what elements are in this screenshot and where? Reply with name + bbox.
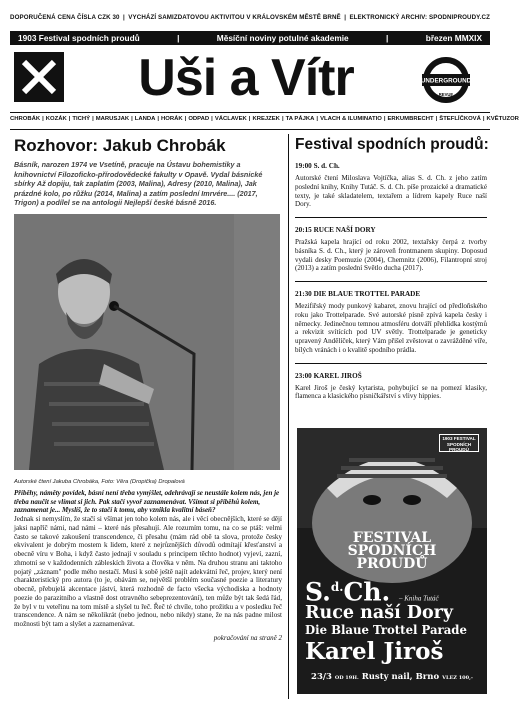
roundel-text: UNDERGROUND: [420, 77, 472, 85]
article-lede: Básník, narozen 1974 ve Vsetíně, pracuje na Ústavu bohemistiky a knihovnictví Filozoficko-přírodovědecké fakulty v Opavě. Vydal básnické sbírky Až dopiju, tak zaplatím (2003, Malina), Adresy (2010, Malina), Jak prázdné kolo, po růžku (2014, Malina) a zatím poslední Imrvére.... (2017, Trigon) a podílel se na antologii Nejlepší české básně 2016.: [14, 160, 263, 208]
nav-item[interactable]: VÁCLAVEK: [214, 116, 247, 122]
festival-poster: [297, 428, 487, 694]
poster-date: 23/3: [311, 672, 332, 682]
poster-corner-label: 1903 FESTIVAL SPODNÍCH PROUDŮ: [439, 434, 479, 452]
separator: |: [344, 14, 347, 21]
poster-headliner-part: d.: [330, 580, 344, 594]
divider: [295, 281, 487, 282]
poster-headliner-note: – Kniha Tutáč: [398, 594, 439, 603]
poster-festival-line: PROUDŮ: [356, 556, 428, 572]
issue-label: 1903 Festival spodních proudů: [18, 33, 140, 43]
program-item-text: Karel Jiroš je český kytarista, pohybující se na pomezí klasiky, flamenca a klasického písničkářství s vlivy hippies.: [295, 383, 487, 401]
nav-item[interactable]: TA PÁJKA: [285, 116, 315, 122]
nav-item[interactable]: CHROBÁK: [10, 116, 41, 122]
festival-title: Festival spodních proudů:: [295, 136, 489, 153]
poster-festival-line: SPODNÍCH: [347, 543, 437, 559]
x-logo-icon: [14, 52, 64, 102]
program-item-title: 21:30 DIE BLAUE TROTTEL PARADE: [295, 290, 421, 298]
program-item: [295, 290, 487, 364]
continued-note[interactable]: pokračování na straně 2: [213, 633, 282, 642]
poster-footer: [297, 672, 487, 682]
price-note: DOPORUČENÁ CENA ČÍSLA CZK 30: [10, 14, 120, 21]
column-divider: [288, 134, 289, 699]
poster-headliner-part: Ch.: [343, 577, 391, 607]
poster-band: Karel Jiroš: [305, 638, 444, 665]
nav-item[interactable]: HORÁK: [161, 116, 183, 122]
nav-item[interactable]: LANDA: [134, 116, 156, 122]
nav-item[interactable]: MARUSJAK: [95, 116, 130, 122]
divider: [10, 112, 490, 113]
nav-item[interactable]: ODPAD: [188, 116, 210, 122]
masthead-title: Uši a Vítr: [138, 49, 354, 107]
separator: |: [123, 14, 125, 21]
poster-band: Ruce naší Dory: [305, 603, 454, 623]
poster-headliner-part: S.: [305, 577, 331, 607]
program-item-text: Autorské čtení Miloslava Vojtíčka, alias S. d. Ch. z jeho zatím poslední knihy, Knihy Tutáč. S. d. Ch. píše prozaické a dramatické texty, je také skladatelem, textařem a lídrem kapely Ruce naší Dory.: [295, 174, 487, 209]
archive-link[interactable]: ELEKTRONICKÝ ARCHIV: SPODNIPROUDY.CZ: [349, 14, 490, 21]
divider: [10, 129, 490, 130]
interview-column: [14, 136, 282, 696]
issue-subtitle: Měsíční noviny potulné akademie: [216, 33, 349, 43]
publisher-tagline: VYCHÁZÍ SAMIZDATOVOU AKTIVITOU V KRÁLOVSKÉM MĚSTĚ BRNĚ: [128, 14, 341, 21]
program-item: [295, 226, 487, 282]
separator: |: [386, 33, 389, 43]
roundel-subtext: REVUE: [438, 92, 454, 97]
interview-answer: Jednak si nemyslím, že stačí si všímat jen toho kolem nás, ale i věcí obecnějších, které se dějí jaksi napříč námi, nad námi – které nás přesahují. Ale rozumím tomu, na co se ptáš: velmi často se takové zakoušení transcendence, či přesahu (mám rád obě ta slova, protože česky ekvivalent je dobrým mostem k lidem, které z nejrůznějších důvodů odmítají křesťanství a obecně víru v Boha, i když často jednají v souladu s principem těchto hodnot) vyjeví, zazní, zhmotní se v každodenních zábleskích života a člověka v něm. Na druhou stranu ani taktoho pojatý „záznam" podle mého nestačí. Musí k sobě ještě najít adekvátní řeč, projev, který není charakteristický pro autora (to je, obávám se, největší problém současné poezie a literatury obecně, přebujelá akcentace jáství, která rozhodně de facto všecka východiska a hodnoty poezie do parazitního a vlastně dost otravného sebeprezentování), ten může být tak šedá řád, že byl v tu veteřinu na tom místě a slyšel tu řeč. Řeč té chvíle, toho prožitku a v posledku řeč transcendence. A nám se několikrát (nebo jednou, nebo nikdy) stane, že na nás padne milost možnosti být tam a slyšet a zaznamenávat.: [14, 515, 282, 629]
poster-time: OD 19H.: [334, 675, 359, 681]
issue-date: březen MMXIX: [425, 33, 482, 43]
poster-festival-name: [297, 532, 487, 571]
photo-caption: Autorské čtení Jakuba Chrobáka, Foto: Věra (Dropička) Dropalová: [14, 478, 185, 485]
top-meta-bar: [10, 14, 490, 26]
nav-item[interactable]: VLACH & ILUMINATIO: [320, 116, 382, 122]
program-item-text: Mezifiřský mody punkový kabaret, znovu hrající od předloňského roku jako Trottelparade. Své autorské písně zpívá kapela česky i německy. Jedinečnou temnou atmosféru dotváří přehlídka kostýmů a rekvizit svítících pod UV světly. Trottelparade je geneticky upravený Andělíček, který Vám přišel zvěstovat o zavrážděné víře, bílých vránách i o kvalitě spodního prádla.: [295, 302, 487, 354]
program-item-title: 19:00 S. d. Ch.: [295, 162, 340, 170]
poster-venue: Rusty nail, Brno: [361, 672, 440, 682]
nav-item[interactable]: ERKUMBRECHT: [387, 116, 434, 122]
underground-roundel-icon: [422, 56, 470, 104]
poster-festival-line: FESTIVAL: [352, 530, 432, 546]
program-item-text: Pražská kapela hrající od roku 2002, textařsky čerpá z tvorby básníka S. d. Ch., který je zároveň frontmanem skupiny. Doposud vydali desky Poemuzie (2004), Chemnitz (2006), Filantropní stroj (2013) a zatím poslední Světlo ducha (2017).: [295, 238, 487, 273]
divider: [295, 217, 487, 218]
program-item: [295, 162, 487, 218]
nav-item[interactable]: KVĚTUZOR: [486, 116, 519, 122]
divider: [295, 363, 487, 364]
contributors-nav: CHROBÁK | KOZÁK | TICHÝ | MARUSJAK | LANDA | HORÁK | ODPAD | VÁCLAVEK | KREJZEK | TA PÁJKA | VLACH & ILUMINATIO | ERKUMBRECHT | ŠTEFLÍČKOVÁ | KVĚTUZOR: [10, 116, 490, 127]
program-item-title: 20:15 RUCE NAŠÍ DORY: [295, 226, 376, 234]
nav-item[interactable]: TICHÝ: [72, 116, 91, 122]
nav-item[interactable]: KREJZEK: [252, 116, 280, 122]
article-title: Rozhovor: Jakub Chrobák: [14, 136, 226, 155]
issue-band: [10, 31, 490, 45]
poster-entry: VLEZ 100,-: [442, 675, 473, 681]
poster-band: Die Blaue Trottel Parade: [305, 623, 467, 637]
program-item-title: 23:00 KAREL JIROŠ: [295, 371, 362, 380]
separator: |: [177, 33, 180, 43]
author-photo: [14, 214, 280, 470]
nav-item[interactable]: ŠTEFLÍČKOVÁ: [439, 116, 481, 122]
program-item: [295, 372, 487, 402]
interview-question: Příběhy, náměty povídek, básní není třeba vymýšlet, odehrávají se neustále kolem nás, jen je třeba naučit se vlímat si jich. Pak stačí vyvoř zaznamenávat. Všímat si příběhů kolem, zaznamenat je... Myslíš, že to stačí k tomu, aby vznikla kvalitní báseň?: [14, 488, 280, 515]
nav-item[interactable]: KOZÁK: [45, 116, 67, 122]
